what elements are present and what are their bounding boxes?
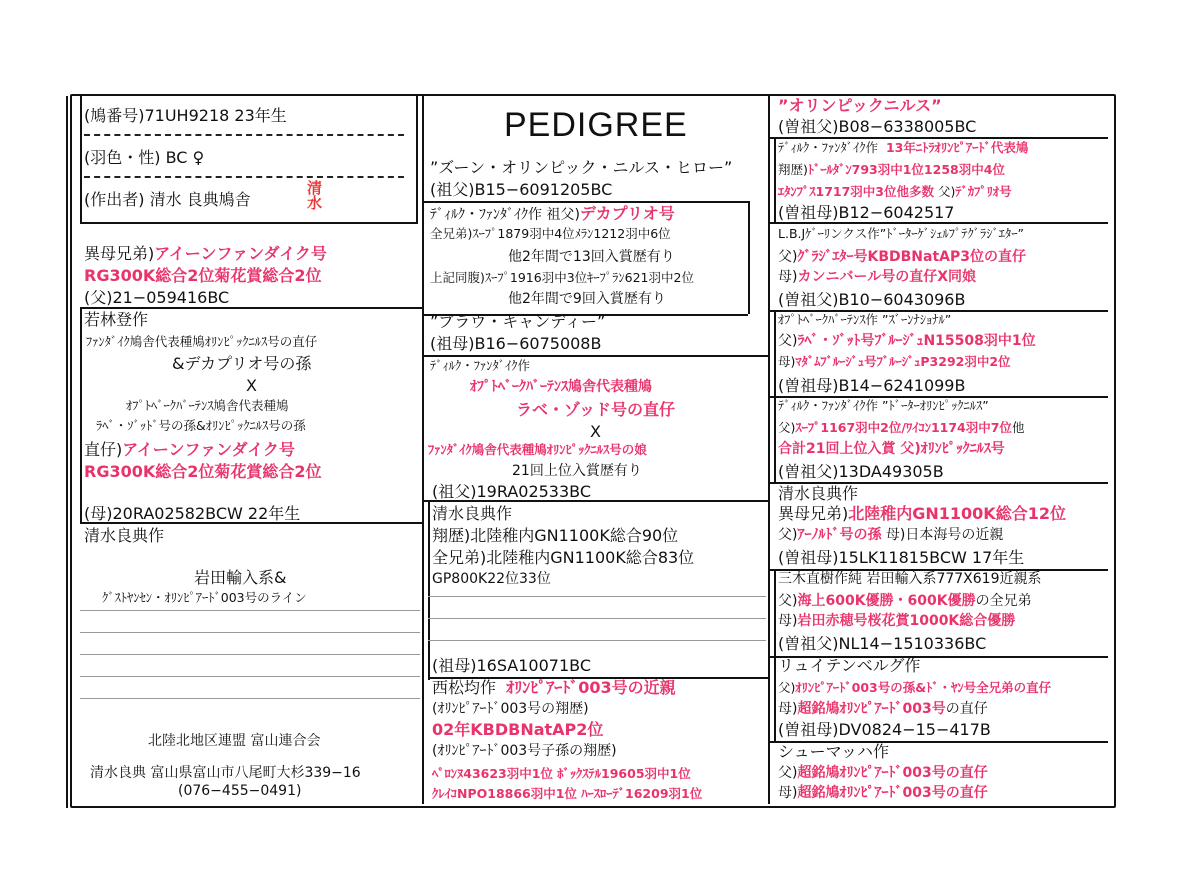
ggs2-label-2: 母) bbox=[778, 354, 796, 369]
ggs1-record-2: ﾄﾞｰﾙﾀﾞﾝ793羽中1位1258羽中4位 bbox=[807, 162, 1005, 177]
ggs4-label-1: 父) bbox=[778, 680, 796, 695]
ggs4-record-1: ｵﾘﾝﾋﾟｱｰﾄﾞ003号の孫&ﾄﾞ・ﾔﾝ号全兄弟の直仔 bbox=[795, 680, 1052, 695]
grandsire-line-1: 全兄弟)ｽｰﾌﾟ1879羽中4位ﾒﾗﾝ1212羽中6位 bbox=[430, 226, 671, 241]
grandsire-name: ”ズーン・オリンピック・ニルス・ヒロー” bbox=[430, 158, 733, 177]
ggd1-id: (曽祖母)B12−6042517 bbox=[778, 203, 955, 222]
ggs1-breeder: ﾃﾞｨﾙｸ・ﾌｧﾝﾀﾞｲｸ作 bbox=[778, 140, 879, 155]
ggs1-label-2: 翔歴) bbox=[778, 162, 808, 177]
granddam-name: ”ブラウ・キャンディー” bbox=[430, 312, 606, 331]
left-rule-sire bbox=[80, 307, 422, 309]
mid-rule-gd-box bbox=[422, 355, 768, 357]
half-sib-line bbox=[84, 246, 327, 262]
ggd2-label-1b: 他 bbox=[1011, 420, 1025, 435]
ggs1-line-3 bbox=[778, 186, 1012, 199]
grandsire-line-4: 他2年間で9回入賞歴有り bbox=[508, 291, 666, 307]
ggs2-record-2: ﾏﾀﾞﾑﾌﾞﾙｰｼﾞｭ号ﾌﾞﾙｰｼﾞｭP3292羽中2位 bbox=[795, 354, 1011, 369]
mid-rule-line bbox=[428, 596, 766, 597]
grandsire-id: (祖父)B15−6091205BC bbox=[430, 180, 613, 199]
ggs4-label-2b: の直仔 bbox=[945, 701, 988, 717]
granddam2-record-1: 02年KBDBNatAP2位 bbox=[432, 720, 604, 739]
left-rule-line bbox=[80, 654, 420, 655]
ggd1-record-2: カンニバール号の直仔X同娘 bbox=[797, 269, 976, 285]
direct-child-line bbox=[84, 442, 295, 458]
granddam-record-2: ラベ・ゾッド号の直仔 bbox=[516, 400, 676, 419]
ggs4-label-2: 母) bbox=[778, 701, 798, 717]
ggd3-line-2 bbox=[778, 614, 1015, 628]
grandsire2-breeder: 清水良典作 bbox=[432, 504, 513, 523]
half-sib-label: 異母兄弟) bbox=[84, 244, 155, 263]
ggs2-line-1 bbox=[778, 334, 1036, 348]
ggd4-record-2: 超銘鳩ｵﾘﾝﾋﾟｱｰﾄﾞ003号の直仔 bbox=[797, 785, 988, 801]
right-rule-2 bbox=[768, 222, 1108, 224]
ggd2-record-2: 合計21回上位入賞 父)ｵﾘﾝﾋﾟｯｸﾆﾙｽ号 bbox=[778, 441, 1005, 457]
left-rule-line bbox=[80, 676, 420, 677]
dam-line-1: 岩田輸入系& bbox=[194, 568, 287, 587]
ggd3-label-1: 父) bbox=[778, 593, 798, 609]
grandsire2-line-3: GP800K22位33位 bbox=[432, 571, 551, 587]
ggd2-breeder: ﾃﾞｨﾙｸ・ﾌｧﾝﾀﾞｲｸ作 ”ﾄﾞｰﾀｰｵﾘﾝﾋﾟｯｸﾆﾙｽ” bbox=[778, 398, 989, 413]
granddam-cross: X bbox=[590, 422, 601, 441]
mid-rule-line bbox=[428, 640, 766, 641]
breeder-address: 清水良典 富山県富山市八尾町大杉339−16 bbox=[90, 765, 361, 781]
ggd3-record-2: 岩田赤穂号桜花賞1000K総合優勝 bbox=[797, 613, 1016, 629]
granddam-breeder: ﾃﾞｨﾙｸ・ﾌｧﾝﾀﾞｲｸ作 bbox=[430, 358, 531, 373]
ggs1-id: (曽祖父)B08−6338005BC bbox=[778, 117, 977, 136]
ggd1-breeder: L.B.Jｹﾞｰﾘンクス作”ﾄﾞｰﾀｰｹﾞｼｪﾙﾌﾟﾃｸﾞﾗｼﾞｴﾀｰ” bbox=[778, 226, 1025, 241]
sire-cross: X bbox=[246, 376, 257, 395]
ggs2-line-2 bbox=[778, 356, 1011, 369]
ggs3-record-2: ｱｰﾉﾙﾄﾞ号の孫 bbox=[797, 527, 882, 543]
ggd3-line-1 bbox=[778, 594, 1032, 608]
ggd4-label-1: 父) bbox=[778, 765, 798, 781]
right-box-left-5 bbox=[774, 656, 776, 741]
ggd4-label-2: 母) bbox=[778, 785, 798, 801]
grandsire-breeder: ﾃﾞｨﾙｸ・ﾌｧﾝﾀﾞｲｸ作 祖父) bbox=[430, 207, 580, 223]
ggs1-breeder-line bbox=[778, 142, 1028, 155]
ggs1-record-3: ｴﾀﾝﾌﾟｽ1717羽中3位他多数 bbox=[778, 184, 934, 199]
ggs2-breeder: ｵﾌﾟﾄﾍﾞｰｸﾊﾞｰﾃﾝｽ作 ”ｽﾞｰﾝﾅｼｮﾅﾙ” bbox=[778, 312, 952, 327]
ggd4-line-2 bbox=[778, 786, 988, 800]
right-box-left-4 bbox=[774, 569, 776, 656]
ggs1-name: ”オリンピックニルス” bbox=[778, 96, 942, 115]
ggs3-label-2b: 母)日本海号の近親 bbox=[881, 527, 1004, 543]
ggs1-record-4: ﾃﾞｶﾌﾟﾘｵ号 bbox=[955, 184, 1012, 199]
right-box-left-2 bbox=[774, 310, 776, 396]
mid-rule-gs bbox=[422, 201, 748, 203]
outer-frame-shadow bbox=[66, 96, 72, 808]
sire-line-2: &デカプリオ号の孫 bbox=[172, 354, 312, 373]
direct-child-label: 直仔) bbox=[84, 440, 123, 459]
ggd4-line-1 bbox=[778, 766, 988, 780]
direct-child-name: アイーンファンダイク号 bbox=[122, 440, 295, 459]
grandsire2-line-1: 翔歴)北陸稚内GN1100K総合90位 bbox=[432, 526, 679, 545]
dam-breeder: 清水良典作 bbox=[84, 526, 165, 545]
bird-info-left-border bbox=[80, 96, 82, 222]
left-rule-line bbox=[80, 610, 420, 611]
ggd1-line-2 bbox=[778, 270, 976, 284]
dam-id: (母)20RA02582BCW 22年生 bbox=[84, 504, 301, 523]
grandsire-breeder-line bbox=[430, 206, 675, 222]
ggd2-label-1: 父) bbox=[778, 420, 796, 435]
grandsire-line-3: 上記同腹)ｽｰﾌﾟ1916羽中3位ｷｰﾌﾟﾗﾝ621羽中2位 bbox=[430, 270, 694, 285]
right-rule-1 bbox=[768, 137, 1108, 139]
ggd1-line-1 bbox=[778, 250, 1026, 264]
granddam2-record-2: ﾍﾟﾛﾝﾇ43623羽中1位 ﾎﾞｯｸｽﾃﾙ19605羽中1位 bbox=[432, 766, 691, 781]
mid-box-gs2-left bbox=[428, 500, 430, 680]
ggd3-breeder: 三木直樹作純 岩田輸入系777X619近親系 bbox=[778, 571, 1042, 587]
ggd1-label-1: 父) bbox=[778, 249, 798, 265]
sire-line-3: ｵﾌﾟﾄﾍﾞｰｸﾊﾞｰﾃﾝｽ鳩舎代表種鳩 bbox=[126, 398, 289, 413]
ggd4-id: (曽祖母)DV0824−15−417B bbox=[778, 720, 991, 739]
ggs3-breeder: 清水良典作 bbox=[778, 484, 859, 503]
granddam2-line-1: (ｵﾘﾝﾋﾟｱｰﾄﾞ003号の翔歴) bbox=[432, 701, 589, 717]
grandsire-line-2: 他2年間で13回入賞歴有り bbox=[508, 249, 675, 265]
right-box-left-3 bbox=[774, 396, 776, 482]
bird-info-rule bbox=[84, 134, 404, 136]
right-box-left-1 bbox=[774, 137, 776, 222]
ggs4-id: (曽祖父)NL14−1510336BC bbox=[778, 634, 987, 653]
ggd3-label-1b: の全兄弟 bbox=[975, 593, 1032, 609]
organization: 北陸北地区連盟 富山連合会 bbox=[148, 733, 321, 749]
ggd1-label-2: 母) bbox=[778, 269, 798, 285]
half-sib-name: アイーンファンダイク号 bbox=[154, 244, 327, 263]
ggd4-record-1: 超銘鳩ｵﾘﾝﾋﾟｱｰﾄﾞ003号の直仔 bbox=[797, 765, 988, 781]
ggs1-record-1: 13年ﾆﾄﾗｵﾘﾝﾋﾟｱｰﾄﾞ代表鳩 bbox=[885, 140, 1029, 155]
granddam-line-5: 21回上位入賞歴有り bbox=[512, 463, 642, 479]
ggs3-label-1: 異母兄弟) bbox=[778, 504, 849, 523]
mid-rule-line bbox=[428, 618, 766, 619]
left-rule-line bbox=[80, 698, 420, 699]
ggd4-breeder: シューマッハ作 bbox=[778, 742, 890, 761]
ggs2-label-1: 父) bbox=[778, 333, 798, 349]
grandsire2-id: (祖父)19RA02533BC bbox=[432, 482, 592, 501]
ggs2-record-1: ﾗﾍﾞ・ｿﾞｯﾄ号ﾌﾞﾙｰｼﾞｭN15508羽中1位 bbox=[797, 333, 1036, 349]
ggd3-id: (曽祖母)15LK11815BCW 17年生 bbox=[778, 548, 1025, 567]
ggd3-label-2: 母) bbox=[778, 613, 798, 629]
sire-box-left bbox=[80, 307, 82, 522]
granddam2-breeder: 西松均作 bbox=[432, 678, 497, 697]
granddam2-breeder-line bbox=[432, 680, 676, 696]
bird-info-rule bbox=[84, 176, 404, 178]
ggd2-line-1 bbox=[778, 422, 1024, 435]
ggs3-line-2 bbox=[778, 528, 1003, 542]
ggd2-record-1: ｽｰﾌﾟ1167羽中2位/ﾜｲｺﾝ1174羽中7位 bbox=[795, 420, 1012, 435]
ggs3-line-1 bbox=[778, 506, 1066, 522]
ggd2-id: (曽祖母)B14−6241099B bbox=[778, 376, 966, 395]
grandsire2-line-2: 全兄弟)北陸稚内GN1100K総合83位 bbox=[432, 548, 695, 567]
sire-line-1: ﾌｧﾝﾀﾞｲｸ鳩舎代表種鳩ｵﾘﾝﾋﾟｯｸﾆﾙｽ号の直仔 bbox=[86, 334, 318, 349]
granddam2-relation: ｵﾘﾝﾋﾟｱｰﾄﾞ003号の近親 bbox=[506, 678, 676, 697]
ggd3-record-1: 海上600K優勝・600K優勝 bbox=[797, 593, 976, 609]
half-sib-record: RG300K総合2位菊花賞総合2位 bbox=[84, 266, 322, 285]
page-title: PEDIGREE bbox=[504, 106, 688, 144]
grandsire-sire: デカプリオ号 bbox=[579, 204, 675, 223]
ggs4-breeder: リュイテンベルグ作 bbox=[778, 656, 921, 675]
granddam2-id: (祖母)16SA10071BC bbox=[432, 656, 592, 675]
ggs3-id: (曽祖父)13DA49305B bbox=[778, 462, 944, 481]
mid-box-gs-right bbox=[748, 201, 750, 314]
breeder-phone: (076−455−0491) bbox=[178, 783, 302, 799]
ggs4-record-2: 超銘鳩ｵﾘﾝﾋﾟｱｰﾄﾞ003号 bbox=[797, 701, 946, 717]
sire-line-4: ﾗﾍﾞ・ｿﾞｯﾄﾞ号の孫&ｵﾘﾝﾋﾟｯｸﾆﾙｽ号の孫 bbox=[96, 418, 306, 433]
bird-color-sex: (羽色・性) BC ♀ bbox=[84, 148, 205, 167]
ggd1-record-1: ｸﾞﾗｼﾞｴﾀｰ号KBDBNatAP3位の直仔 bbox=[797, 249, 1026, 265]
sire-id: (父)21−059416BC bbox=[84, 288, 230, 307]
bird-number: (鳩番号)71UH9218 23年生 bbox=[84, 106, 287, 125]
granddam2-record-3: ｸﾚｲｺNPO18866羽中1位 ﾊｰｽﾛｰﾃﾞ16209羽1位 bbox=[432, 786, 703, 801]
ggs4-line-1 bbox=[778, 682, 1051, 695]
granddam-id: (祖母)B16−6075008B bbox=[430, 334, 602, 353]
ggs3-label-2: 父) bbox=[778, 527, 798, 543]
left-rule-line bbox=[80, 632, 420, 633]
direct-child-record: RG300K総合2位菊花賞総合2位 bbox=[84, 462, 322, 481]
granddam-record-1: ｵﾌﾟﾄﾍﾞｰｸﾊﾞｰﾃﾝｽ鳩舎代表種鳩 bbox=[470, 379, 652, 395]
bird-breeder: (作出者) 清水 良典鳩舎 bbox=[84, 190, 251, 209]
breeder-stamp: 清水 bbox=[305, 180, 323, 210]
ggs2-id: (曽祖父)B10−6043096B bbox=[778, 290, 966, 309]
granddam2-line-2: (ｵﾘﾝﾋﾟｱｰﾄﾞ003号子孫の翔歴) bbox=[432, 743, 617, 759]
ggs3-record-1: 北陸稚内GN1100K総合12位 bbox=[848, 504, 1066, 523]
dam-line-2: ｸﾞｽﾄﾔﾝｾﾝ・ｵﾘﾝﾋﾟｱｰﾄﾞ003号のライン bbox=[102, 590, 307, 605]
granddam-record-3: ﾌｧﾝﾀﾞｲｸ鳩舎代表種鳩ｵﾘﾝﾋﾟｯｸﾆﾙｽ号の娘 bbox=[428, 442, 647, 457]
ggs4-line-2 bbox=[778, 702, 988, 716]
ggs1-label-3: 父) bbox=[934, 184, 956, 199]
sire-breeder: 若林登作 bbox=[84, 310, 149, 329]
ggs1-line-2 bbox=[778, 164, 1005, 177]
divider-middle-right bbox=[768, 96, 770, 804]
